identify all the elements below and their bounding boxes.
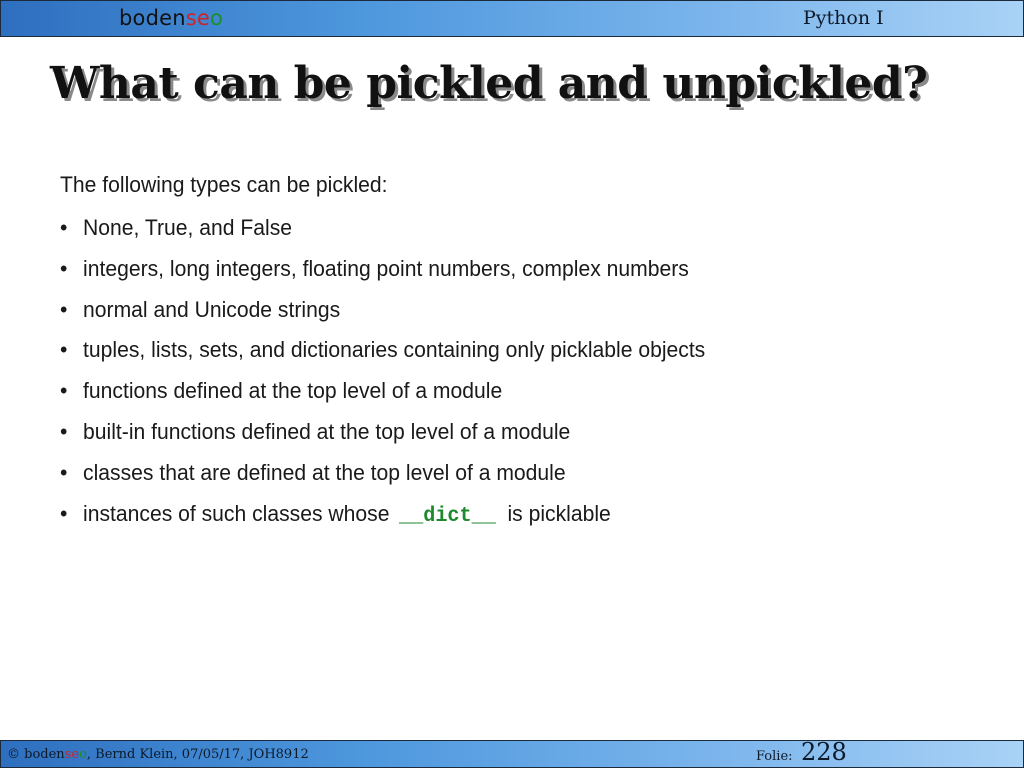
list-item-text: built-in functions defined at the top level of a module	[83, 418, 571, 444]
list-item-text: None, True, and False	[83, 215, 293, 240]
logo-text-o: o	[210, 6, 224, 30]
slide-content	[60, 170, 960, 542]
list-item-text: normal and Unicode strings	[83, 296, 341, 322]
list-item-text: functions defined at the top level of a module	[83, 378, 503, 404]
list-item	[60, 376, 924, 406]
list-item	[60, 458, 924, 488]
list-item-text: integers, long integers, floating point numbers, complex numbers	[83, 255, 689, 281]
list-item-text: instances of such classes whose	[83, 500, 390, 526]
logo-text-se: se	[185, 6, 211, 30]
bullet-icon: •	[60, 418, 68, 444]
bullet-icon: •	[60, 378, 68, 404]
bullet-icon: •	[60, 296, 68, 322]
copyright-notice	[7, 747, 309, 762]
folio-label: Folie:	[756, 749, 793, 764]
bullet-icon: •	[60, 337, 68, 363]
list-item-text: tuples, lists, sets, and dictionaries containing only picklable objects	[83, 337, 706, 363]
list-item	[60, 213, 924, 243]
course-title: Python I	[803, 7, 884, 29]
bullet-icon: •	[60, 500, 68, 526]
bodenseo-logo	[119, 6, 223, 30]
list-item	[60, 417, 924, 447]
slide-number: 228	[801, 738, 847, 766]
dict-code-literal: __dict__	[399, 504, 496, 528]
bullet-icon: •	[60, 215, 68, 240]
footer-brand-boden: boden	[24, 747, 65, 762]
header-bar	[0, 0, 1024, 37]
copyright-symbol: ©	[7, 747, 20, 762]
list-item-text-suffix: is picklable	[507, 500, 611, 526]
list-item-text: classes that are defined at the top level of a module	[83, 459, 566, 485]
list-item	[60, 254, 924, 284]
intro-text: The following types can be pickled:	[60, 172, 388, 197]
bullet-icon: •	[60, 255, 68, 281]
footer-bar	[0, 740, 1024, 768]
list-item	[60, 295, 924, 325]
slide-title: What can be pickled and unpickled?	[50, 58, 928, 109]
list-item	[60, 335, 924, 365]
footer-brand-se: se	[64, 747, 80, 762]
list-item	[60, 499, 924, 532]
footer-credit: , Bernd Klein, 07/05/17, JOH8912	[86, 747, 309, 762]
logo-text-boden: boden	[119, 6, 186, 30]
footer-brand-o: o	[79, 747, 87, 762]
bullet-list	[60, 213, 960, 532]
bullet-icon: •	[60, 459, 68, 485]
